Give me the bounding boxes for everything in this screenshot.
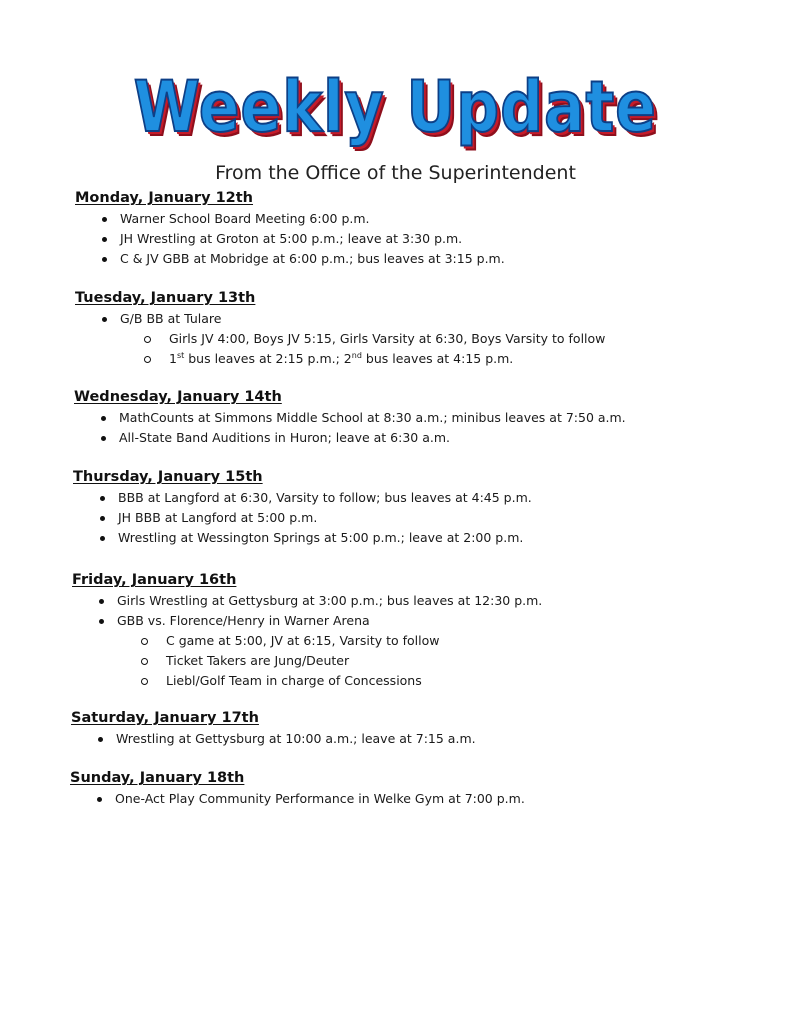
page-subtitle: From the Office of the Superintendent [215, 162, 576, 184]
banner [0, 62, 791, 158]
event-subitem: Girls JV 4:00, Boys JV 5:15, Girls Varsity at 6:30, Boys Varsity to follow [75, 329, 605, 349]
event-item: Wrestling at Wessington Springs at 5:00 p.m.; leave at 2:00 p.m. [73, 528, 532, 548]
ordinal-suffix: nd [351, 351, 362, 360]
ordinal-number: 1 [169, 351, 177, 366]
event-subitem [75, 349, 605, 369]
event-list [75, 209, 505, 269]
event-item: Warner School Board Meeting 6:00 p.m. [75, 209, 505, 229]
banner-title: Weekly Update [133, 66, 658, 148]
event-item: One-Act Play Community Performance in Welke Gym at 7:00 p.m. [70, 789, 525, 809]
event-item: All-State Band Auditions in Huron; leave at 6:30 a.m. [74, 428, 626, 448]
event-subitem: Liebl/Golf Team in charge of Concessions [72, 671, 542, 691]
event-item: GBB vs. Florence/Henry in Warner Arena [72, 611, 542, 631]
day-section-tuesday [75, 290, 605, 369]
day-heading: Monday, January 12th [75, 190, 254, 206]
event-list [75, 309, 605, 369]
day-heading: Sunday, January 18th [70, 770, 245, 786]
day-section-thursday [73, 469, 532, 548]
event-item: C & JV GBB at Mobridge at 6:00 p.m.; bus leaves at 3:15 p.m. [75, 249, 505, 269]
event-subitem: Ticket Takers are Jung/Deuter [72, 651, 542, 671]
event-list [70, 789, 525, 809]
event-subitem: C game at 5:00, JV at 6:15, Varsity to follow [72, 631, 542, 651]
event-list [74, 408, 626, 448]
event-item: BBB at Langford at 6:30, Varsity to follow; bus leaves at 4:45 p.m. [73, 488, 532, 508]
event-subitem-text: bus leaves at 2:15 p.m.; 2 [184, 351, 352, 366]
day-section-monday [75, 190, 505, 269]
event-item: Girls Wrestling at Gettysburg at 3:00 p.m.; bus leaves at 12:30 p.m. [72, 591, 542, 611]
event-item: MathCounts at Simmons Middle School at 8:30 a.m.; minibus leaves at 7:50 a.m. [74, 408, 626, 428]
event-list [71, 729, 476, 749]
event-item: JH Wrestling at Groton at 5:00 p.m.; leave at 3:30 p.m. [75, 229, 505, 249]
event-item: G/B BB at Tulare [75, 309, 605, 329]
event-list [72, 591, 542, 691]
event-subitem-text: bus leaves at 4:15 p.m. [361, 351, 514, 366]
day-section-sunday [70, 770, 525, 809]
day-heading: Friday, January 16th [72, 572, 237, 588]
day-section-friday [72, 572, 542, 691]
ordinal-suffix: st [176, 351, 185, 360]
event-item: JH BBB at Langford at 5:00 p.m. [73, 508, 532, 528]
day-heading: Tuesday, January 13th [75, 290, 256, 306]
day-heading: Saturday, January 17th [71, 710, 259, 726]
day-section-saturday [71, 710, 476, 749]
event-item: Wrestling at Gettysburg at 10:00 a.m.; leave at 7:15 a.m. [71, 729, 476, 749]
event-list [73, 488, 532, 548]
day-heading: Wednesday, January 14th [74, 389, 282, 405]
day-section-wednesday [74, 389, 626, 448]
day-heading: Thursday, January 15th [73, 469, 263, 485]
